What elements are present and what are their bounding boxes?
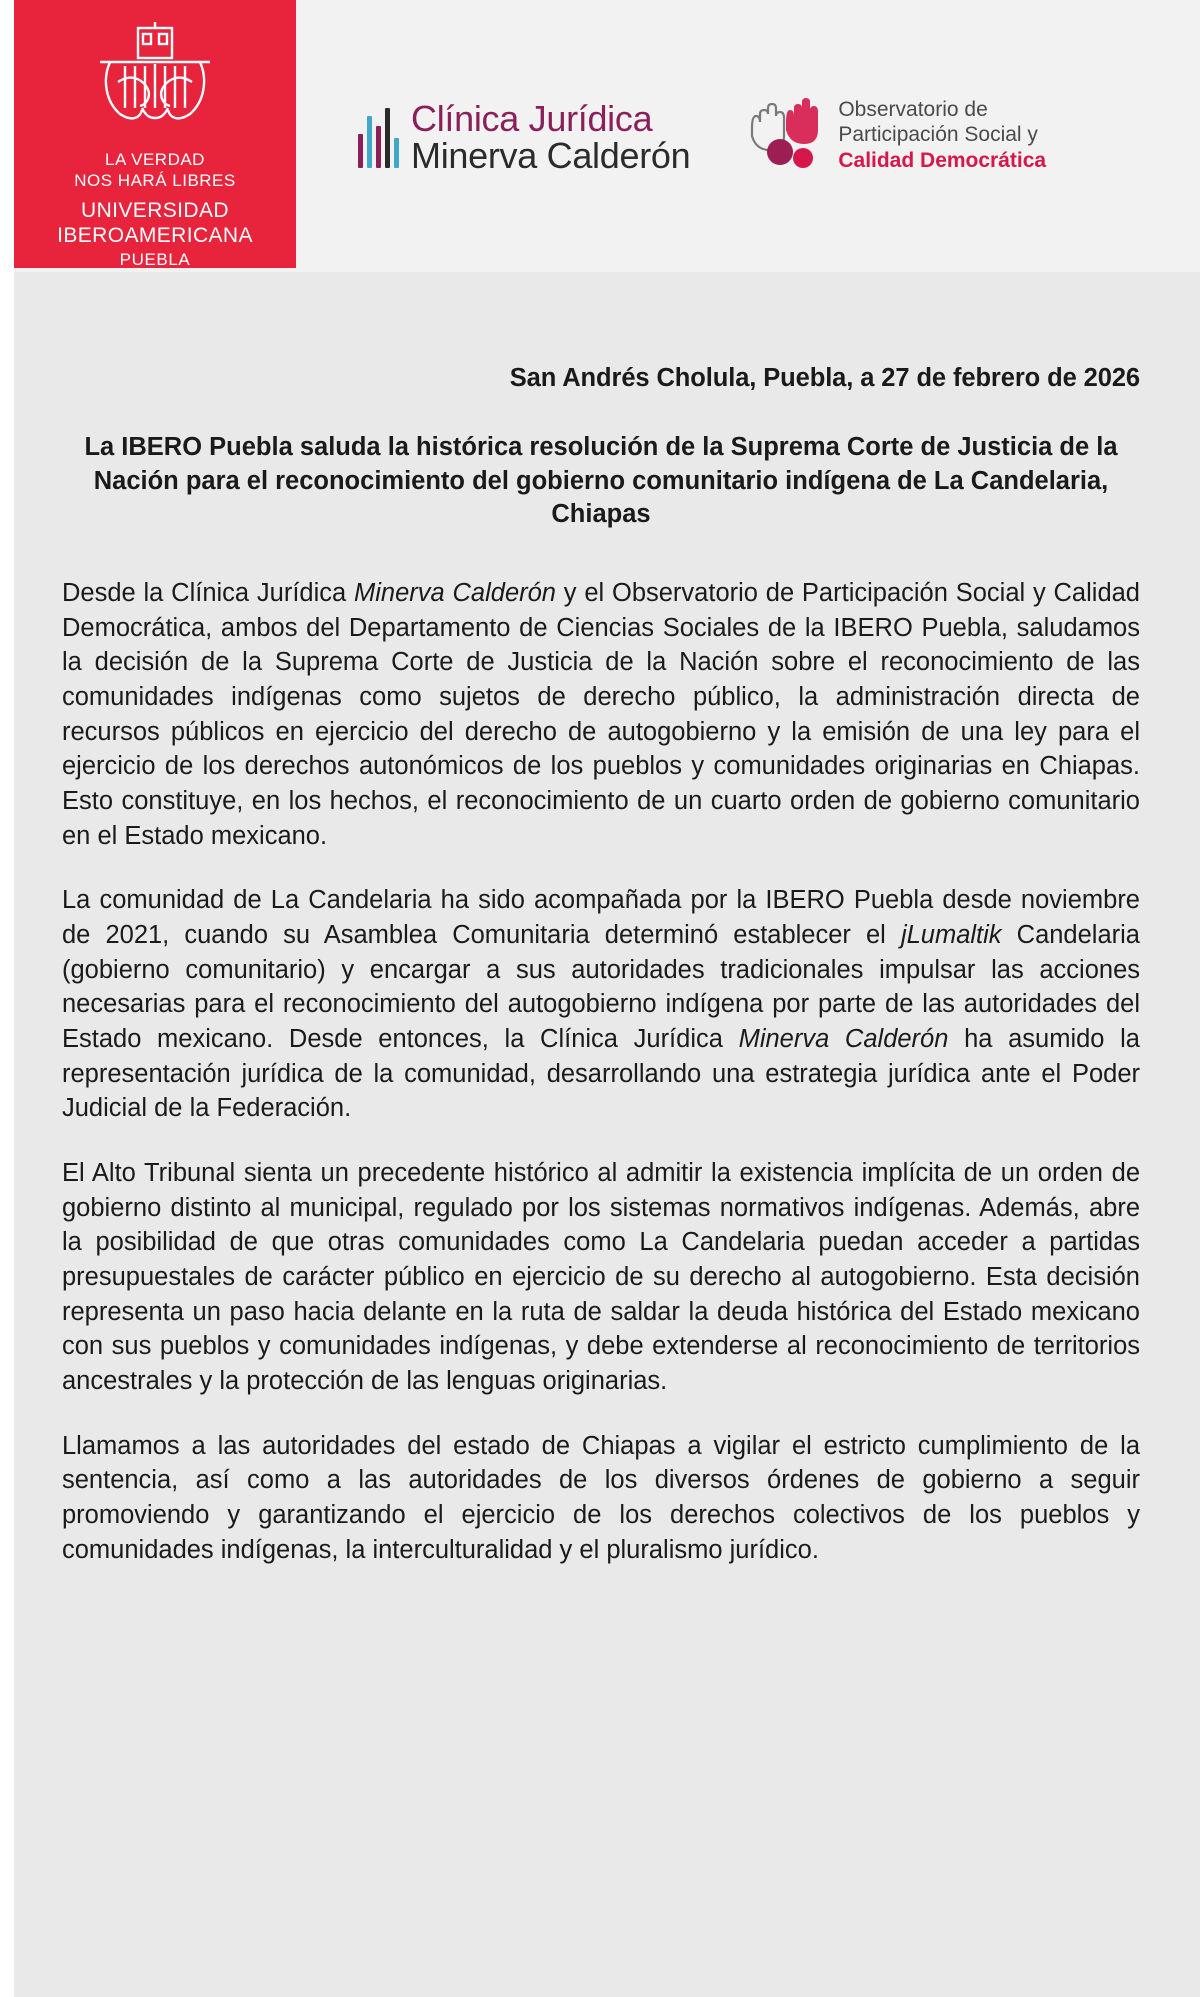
ibero-crest-icon [80, 22, 230, 140]
ibero-puebla-logo [14, 0, 296, 268]
paragraph-2: La comunidad de La Candelaria ha sido acompañada por la IBERO Puebla desde noviembre de 2021, cuando su Asamblea Comunitaria determinó establecer el jLumaltik Candelaria (gobierno comunitario) y encargar a sus autoridades tradicionales impulsar las acciones necesarias para el reconocimiento del autogobierno indígena por parte de las autoridades del Estado mexicano. Desde entonces, la Clínica Jurídica Minerva Calderón ha asumido la representación jurídica de la comunidad, desarrollando una estrategia jurídica ante el Poder Judicial de la Federación. [62, 886, 1140, 1123]
ibero-campus-name: PUEBLA [119, 250, 191, 270]
observatorio-line-1: Observatorio de [838, 98, 988, 122]
document-content [62, 272, 1140, 1567]
body-left-margin [0, 272, 14, 1997]
clinica-line-1: Clínica Jurídica [411, 98, 653, 139]
header-left-margin [0, 0, 14, 272]
ibero-motto-line-2: NOS HARÁ LIBRES [74, 170, 236, 190]
ibero-motto [74, 150, 236, 191]
page-title: La IBERO Puebla saluda la histórica resolución de la Suprema Corte de Justicia de la Nación para el reconocimiento del gobierno comunitario indígena de La Candelaria, Chiapas [84, 433, 1118, 529]
clinica-line-2: Minerva Calderón [411, 135, 691, 177]
clinica-bars-icon [358, 106, 399, 168]
observatorio-wordmark [838, 97, 1046, 173]
clinica-wordmark [411, 100, 690, 175]
observatorio-line-3: Calidad Democrática [838, 148, 1047, 172]
observatorio-hands-icon [746, 96, 824, 174]
paragraph-1: Desde la Clínica Jurídica Minerva Calderón y el Observatorio de Participación Social y Calidad Democrática, ambos del Departamento de Ciencias Sociales de la IBERO Puebla, saludamos la decisión de la Suprema Corte de Justicia de la Nación sobre el reconocimiento de las comunidades indígenas como sujetos de derecho público, la administración directa de recursos públicos en ejercicio del derecho de autogobierno y la emisión de una ley para el ejercicio de los derechos autonómicos de los pueblos y comunidades originarias en Chiapas. Esto constituye, en los hechos, el reconocimiento de un cuarto orden de gobierno comunitario en el Estado mexicano. [62, 578, 1140, 850]
document-header [0, 0, 1200, 272]
observatorio-logo [746, 96, 1046, 174]
ibero-name-line-2: IBEROAMERICANA [57, 223, 253, 247]
ibero-university-name [57, 199, 253, 248]
observatorio-line-2: Participación Social y [838, 123, 1038, 147]
document-body [0, 272, 1200, 1997]
paragraph-3: El Alto Tribunal sienta un precedente histórico al admitir la existencia implícita de un orden de gobierno distinto al municipal, regulado por los sistemas normativos indígenas. Además, abre la posibilidad de que otras comunidades como La Candelaria puedan acceder a partidas presupuestales de carácter público en ejercicio de su derecho al autogobierno. Esta decisión representa un paso hacia delante en la ruta de saldar la deuda histórica del Estado mexicano con sus pueblos y comunidades indígenas, y debe extenderse al reconocimiento de territorios ancestrales y la protección de las lenguas originarias. [62, 1159, 1140, 1396]
paragraph-4: Llamamos a las autoridades del estado de Chiapas a vigilar el estricto cumplimiento de la sentencia, así como a las autoridades de los diversos órdenes de gobierno a seguir promoviendo y garantizando el ejercicio de los derechos colectivos de los pueblos y comunidades indígenas, la interculturalidad y el pluralismo jurídico. [62, 1431, 1140, 1564]
ibero-motto-line-1: LA VERDAD [105, 150, 205, 169]
clinica-juridica-logo [358, 100, 690, 175]
dateline: San Andrés Cholula, Puebla, a 27 de febrero de 2026 [509, 364, 1140, 392]
ibero-name-line-1: UNIVERSIDAD [81, 199, 229, 223]
